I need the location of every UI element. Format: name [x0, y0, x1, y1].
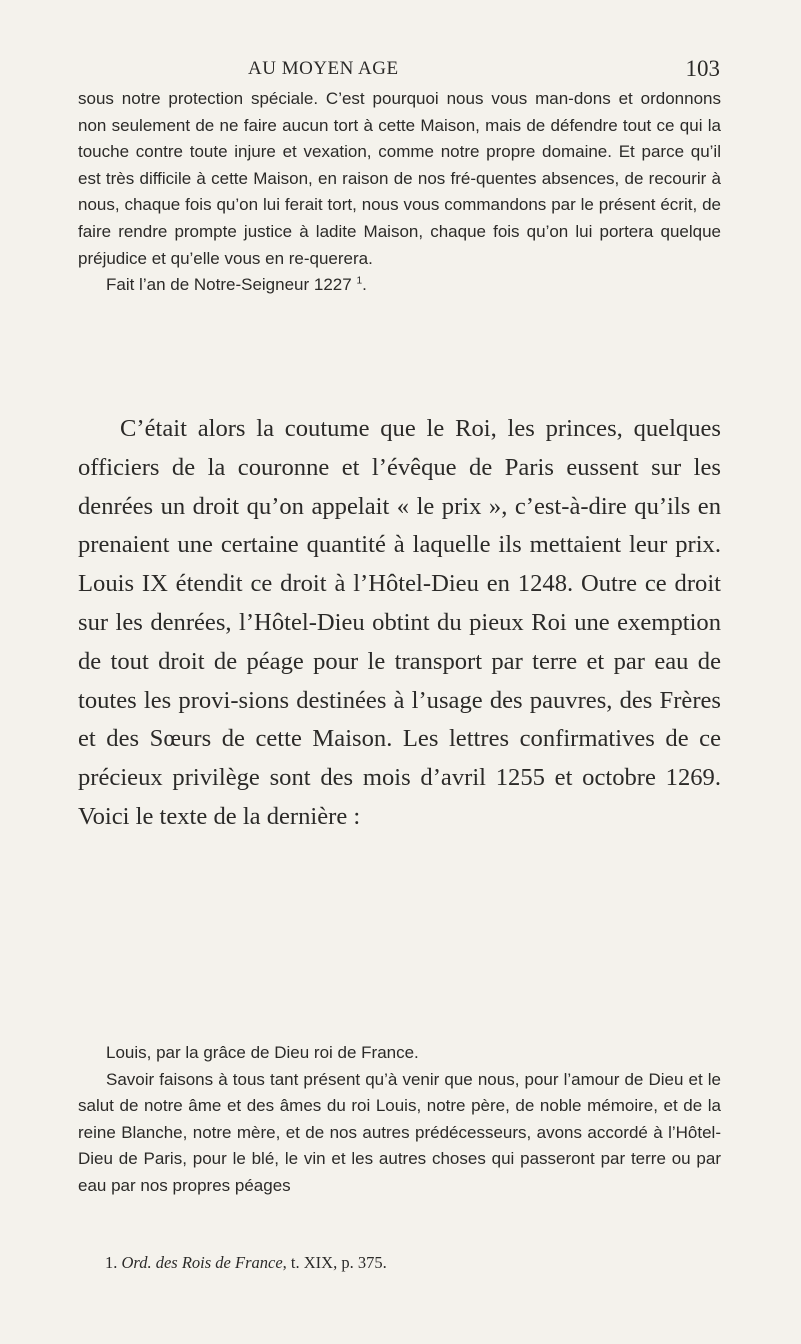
quote-2-salutation: Louis, par la grâce de Dieu roi de France. — [106, 1043, 419, 1062]
footnote — [105, 1253, 387, 1273]
quote-1-text: sous notre protection spéciale. C’est pourquoi nous vous man-dons et ordonnons non seulement de ne faire aucun tort à cette Maison, mais de défendre tout ce qui la touche contre toute injure et vexation, comme notre propre domaine. Et parce qu’il est très difficile à cette Maison, en raison de nos fré-quentes absences, de recourir à nous, chaque fois qu’on lui ferait tort, nous vous commandons par le présent écrit, de faire rendre prompte justice à ladite Maison, chaque fois qu’on lui portera quelque préjudice et qu’elle vous en re-querera. — [78, 89, 721, 268]
quote-2-text: Savoir faisons à tous tant présent qu’à venir que nous, pour l’amour de Dieu et le salut de notre âme et des âmes du roi Louis, notre père, de noble mémoire, et de la reine Blanche, notre mère, et de nos autres prédécesseurs, avons accordé à l’Hôtel-Dieu de Paris, pour le blé, le vin et les autres choses qui passeront par terre ou par eau par nos propres péages — [78, 1069, 721, 1195]
page-header — [78, 58, 720, 84]
quoted-letter-1269 — [78, 1040, 721, 1200]
main-text — [78, 410, 721, 837]
quote-1-dated-text: Fait l’an de Notre-Seigneur 1227 — [106, 275, 352, 295]
footnote-source-title: Ord. des Rois de France — [121, 1253, 283, 1272]
quoted-charter-1227 — [78, 86, 721, 299]
footnote-number: 1. — [105, 1253, 118, 1272]
main-paragraph: C’était alors la coutume que le Roi, les princes, quelques officiers de la couronne et l’évêque de Paris eussent sur les denrées un droit qu’on appelait « le prix », c’est-à-dire qu’ils en prenaient une certaine quantité à laquelle ils mettaient leur prix. Louis IX étendit ce droit à l’Hôtel-Dieu en 1248. Outre ce droit sur les denrées, l’Hôtel-Dieu obtint du pieux Roi une exemption de tout droit de péage pour le transport par terre et par eau de toutes les provi-sions destinées à l’usage des pauvres, des Frères et des Sœurs de cette Maison. Les lettres confirmatives de ce précieux privilège sont des mois d’avril 1255 et octobre 1269. Voici le texte de la dernière : — [78, 415, 721, 830]
footnote-ref: 1 — [356, 275, 363, 287]
footnote-citation: , t. XIX, p. 375. — [282, 1253, 387, 1272]
running-title: AU MOYEN AGE — [248, 58, 399, 79]
quote-1-date: Fait l’an de Notre-Seigneur 1227 $^1$. — [106, 275, 367, 295]
page-number: 103 — [685, 56, 720, 81]
